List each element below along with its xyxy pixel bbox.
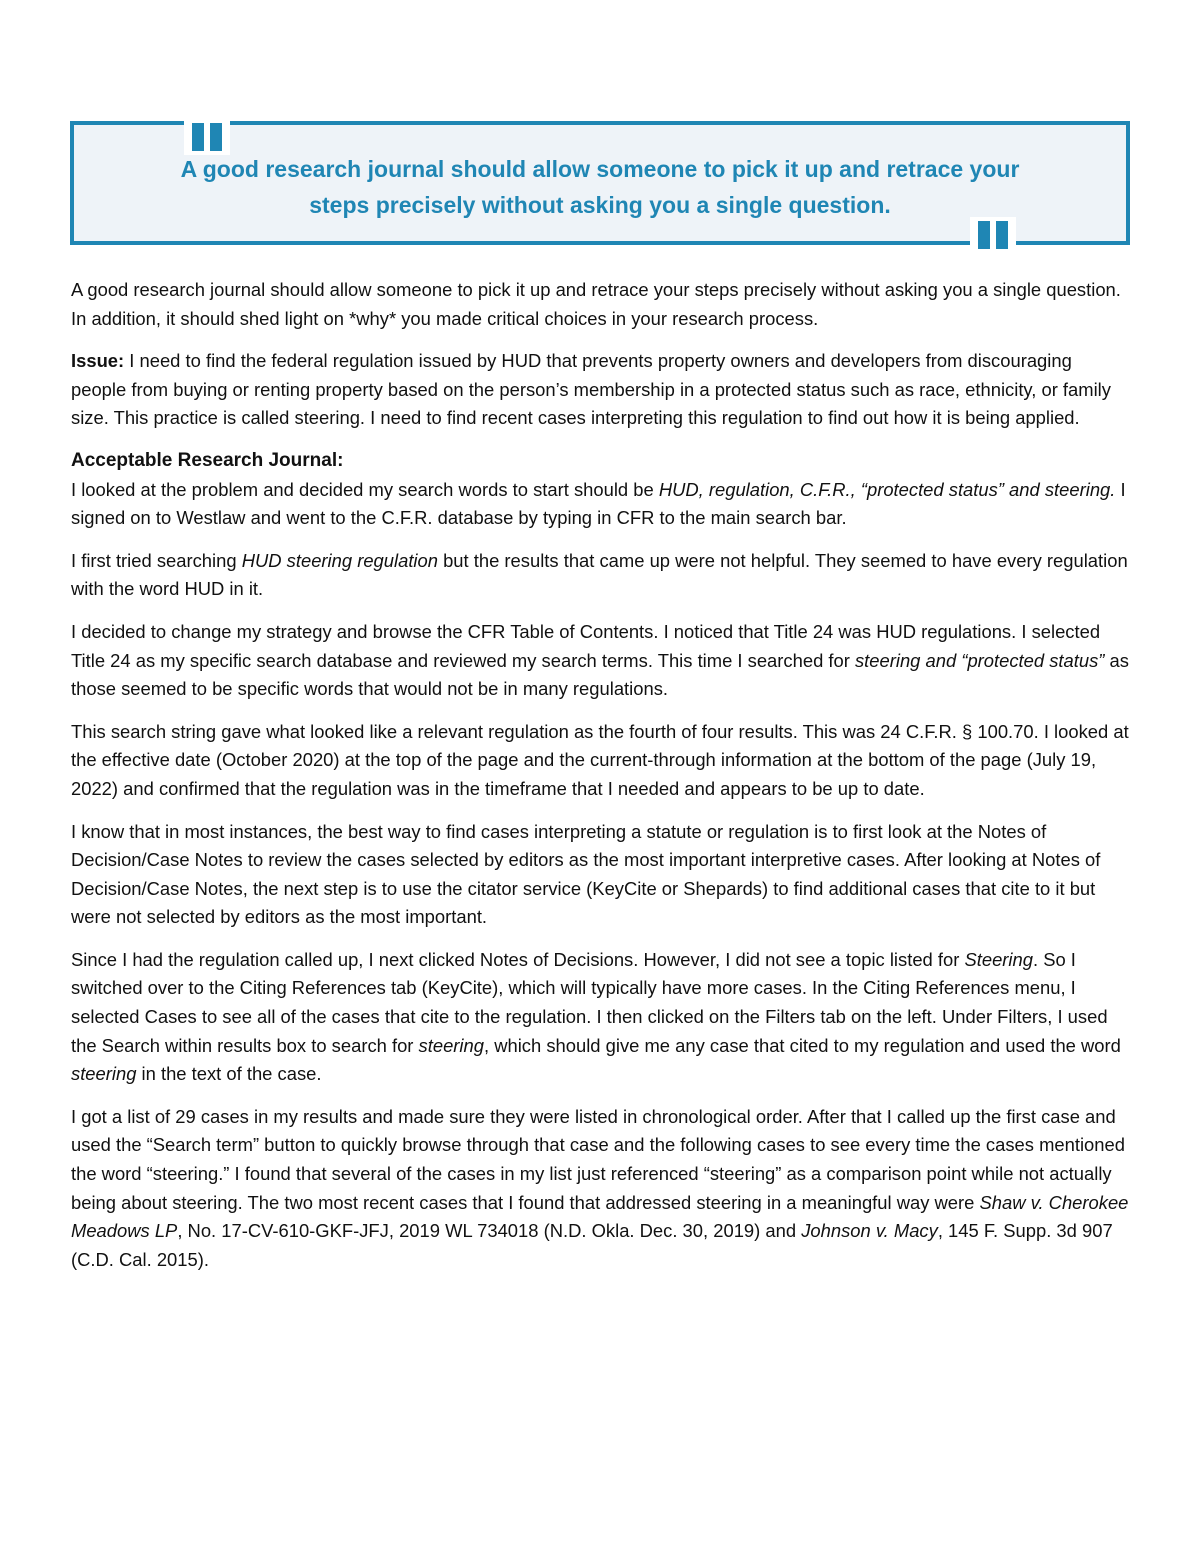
p6-topic: Steering (964, 948, 1033, 970)
case-name-shaw: Shaw v. Cherokee Meadows LP (71, 1191, 1129, 1242)
p7-citation-2: , 145 F. Supp. 3d 907 (C.D. Cal. 2015). (71, 1220, 1113, 1270)
close-quote-icon (970, 217, 1016, 253)
journal-paragraph-3 (71, 618, 1131, 704)
pull-quote-callout (70, 121, 1130, 245)
p2-text-c: but the results that came up were not helpful. They seemed to have every regulation with the word HUD in it. (71, 549, 1128, 600)
journal-paragraph-6 (71, 946, 1131, 1089)
issue-paragraph (71, 347, 1131, 433)
journal-paragraph-5: I know that in most instances, the best way to find cases interpreting a statute or regulation is to first look at the Notes of Decision/Case Notes to review the cases selected by editors as the most important interpretive cases. After looking at Notes of Decision/Case Notes, the next step is to use the citator service (KeyCite or Shepards) to find additional cases that cite to it but were not selected by editors as the most important. (71, 820, 1101, 928)
pull-quote-line-1: A good research journal should allow someone to pick it up and retrace your (180, 156, 1020, 182)
issue-text: I need to find the federal regulation issued by HUD that prevents property owners and developers from discouraging people from buying or renting property based on the person’s membership in a protected status such as race, ethnicity, or family size. This practice is called steering. I need to find recent cases interpreting this regulation to find out how it is being applied. (71, 350, 1111, 429)
document-body (71, 276, 1131, 1288)
p3-text-a: I decided to change my strategy and browse the CFR Table of Contents. I noticed that Title 24 was HUD regulations. I selected Title 24 as my specific search database and reviewed my search terms. This time I searched for (71, 620, 1101, 671)
journal-heading: Acceptable Research Journal: (71, 449, 344, 471)
journal-paragraph-7 (71, 1103, 1131, 1275)
case-name-johnson: Johnson v. Macy (801, 1220, 938, 1242)
p6-text-c: . So I switched over to the Citing References tab (KeyCite), which will typically have more cases. In the Citing References menu, I selected Cases to see all of the cases that cite to the regulation. I then clicked on the Filters tab on the left. Under Filters, I used the Search within results box to search for (71, 948, 1108, 1056)
p1-search-terms: HUD, regulation, C.F.R., “protected status” and steering. (658, 478, 1116, 500)
p2-search-terms: HUD steering regulation (241, 549, 438, 571)
journal-paragraph-2 (71, 547, 1131, 604)
journal-paragraph-4: This search string gave what looked like a relevant regulation as the fourth of four results. This was 24 C.F.R. § 100.70. I looked at the effective date (October 2020) at the top of the page and the current-through information at the bottom of the page (July 19, 2022) and confirmed that the regulation was in the timeframe that I needed and appears to be up to date. (71, 720, 1129, 799)
p6-text-g: in the text of the case. (136, 1063, 322, 1085)
intro-paragraph: A good research journal should allow someone to pick it up and retrace your steps precisely without asking you a single question. In addition, it should shed light on *why* you made critical choices in your research process. (71, 279, 1121, 329)
p2-text-a: I first tried searching (71, 549, 242, 571)
p7-citation-1: , No. 17-CV-610-GKF-JFJ, 2019 WL 734018 (N.D. Okla. Dec. 30, 2019) and (177, 1220, 802, 1242)
issue-label: Issue: (71, 350, 125, 372)
p6-text-a: Since I had the regulation called up, I next clicked Notes of Decisions. However, I did not see a topic listed for (71, 948, 965, 970)
p1-text-a: I looked at the problem and decided my search words to start should be (71, 478, 659, 500)
open-quote-icon (184, 119, 230, 155)
p6-term-1: steering (418, 1034, 484, 1056)
p3-text-c: as those seemed to be specific words that would not be in many regulations. (71, 649, 1129, 700)
p6-term-2: steering (71, 1063, 137, 1085)
journal-paragraph-1 (71, 476, 1131, 533)
p6-text-e: , which should give me any case that cited to my regulation and used the word (483, 1034, 1121, 1056)
p3-search-terms: steering and “protected status” (854, 649, 1105, 671)
p7-text-a: I got a list of 29 cases in my results and made sure they were listed in chronological order. After that I called up the first case and used the “Search term” button to quickly browse through that case and the following cases to see every time the cases mentioned the word “steering.” I found that several of the cases in my list just referenced “steering” as a comparison point while not actually being about steering. The two most recent cases that I found that addressed steering in a meaningful way were (71, 1105, 1125, 1213)
pull-quote-text (74, 151, 1126, 223)
pull-quote-line-2: steps precisely without asking you a single question. (309, 192, 891, 218)
p1-text-c: I signed on to Westlaw and went to the C.F.R. database by typing in CFR to the main search bar. (71, 478, 1126, 529)
